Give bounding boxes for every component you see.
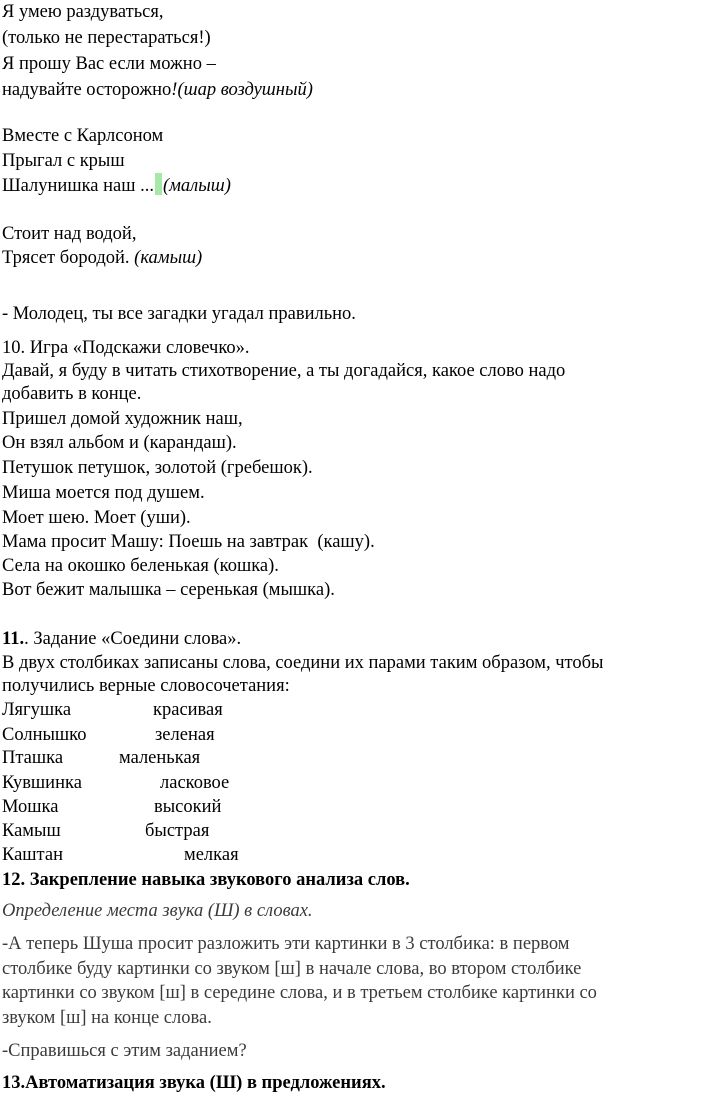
- poem-line: Миша моется под душем.: [2, 483, 205, 503]
- word-pair-row: [2, 746, 201, 770]
- section-heading: 12. Закрепление навыка звукового анализа слов.: [2, 870, 410, 890]
- word-pair-row: [2, 698, 223, 722]
- word-pair-row: [2, 819, 210, 843]
- word-left: Камыш: [2, 821, 61, 841]
- poem-line: Петушок петушок, золотой (гребешок).: [2, 458, 313, 478]
- word-left: Лягушка: [2, 700, 72, 720]
- paragraph-line: -А теперь Шуша просит разложить эти картинки в 3 столбика: в первом: [2, 934, 570, 954]
- word-pair-row: [2, 795, 222, 819]
- word-left: Каштан: [2, 845, 63, 865]
- riddle-line: Я прошу Вас если можно –: [2, 54, 216, 74]
- word-left: Мошка: [2, 797, 59, 817]
- task-title: . Задание «Соедини слова».: [24, 629, 242, 649]
- word-right: мелкая: [184, 845, 239, 865]
- task-number: 11.: [2, 629, 25, 649]
- word-pair-row: [2, 723, 215, 747]
- poem-line: Села на окошко беленькая (кошка).: [2, 556, 279, 576]
- text-highlight-marker: [155, 173, 162, 195]
- poem-line: Вот бежит малышка – серенькая (мышка).: [2, 580, 335, 600]
- poem-line: Моет шею. Моет (уши).: [2, 508, 191, 528]
- section-heading: 10. Игра «Подскажи словечко».: [2, 338, 250, 358]
- word-left: Солнышко: [2, 725, 87, 745]
- riddle-answer: !(шар воздушный): [171, 80, 313, 100]
- riddle-answer: (малыш): [162, 176, 231, 196]
- riddle-answer: (камыш): [134, 248, 203, 268]
- word-pair-row: [2, 843, 239, 867]
- riddle-line: Стоит над водой,: [2, 224, 137, 244]
- praise-line: - Молодец, ты все загадки угадал правильно.: [2, 304, 356, 324]
- riddle-line: [2, 246, 202, 270]
- word-right: зеленая: [155, 725, 215, 745]
- riddle-text: Шалунишка наш ...: [2, 176, 154, 196]
- riddle-line: [2, 173, 231, 198]
- riddle-line: Прыгал с крыш: [2, 151, 125, 171]
- paragraph-line: Давай, я буду в читать стихотворение, а ты догадайся, какое слово надо: [2, 361, 566, 381]
- word-pair-row: [2, 771, 230, 795]
- section-subtitle: Определение места звука (Ш) в словах.: [2, 901, 313, 921]
- riddle-text: Трясет бородой.: [2, 248, 135, 268]
- paragraph-line: картинки со звуком [ш] в середине слова, и в третьем столбике картинки со: [2, 983, 597, 1003]
- poem-line: Мама просит Машу: Поешь на завтрак (кашу).: [2, 532, 375, 552]
- word-right: высокий: [154, 797, 222, 817]
- paragraph-line: В двух столбиках записаны слова, соедини их парами таким образом, чтобы: [2, 653, 604, 673]
- riddle-line: Я умею раздуваться,: [2, 2, 164, 22]
- poem-line: Он взял альбом и (карандаш).: [2, 433, 237, 453]
- riddle-text: надувайте осторожно: [2, 80, 172, 100]
- paragraph-line: столбике буду картинки со звуком [ш] в начале слова, во втором столбике: [2, 959, 582, 979]
- word-right: ласковое: [160, 773, 230, 793]
- word-left: Кувшинка: [2, 773, 82, 793]
- question-line: -Справишься с этим заданием?: [2, 1041, 247, 1061]
- paragraph-line: добавить в конце.: [2, 384, 142, 404]
- riddle-line: Вместе с Карлсоном: [2, 126, 164, 146]
- paragraph-line: получились верные словосочетания:: [2, 676, 290, 696]
- section-heading: [2, 627, 241, 651]
- riddle-line: [2, 78, 313, 102]
- riddle-line: (только не перестараться!): [2, 28, 211, 48]
- paragraph-line: звуком [ш] на конце слова.: [2, 1008, 212, 1028]
- section-heading: 13.Автоматизация звука (Ш) в предложениях.: [2, 1073, 386, 1093]
- word-left: Пташка: [2, 748, 64, 768]
- poem-line: Пришел домой художник наш,: [2, 409, 243, 429]
- word-right: быстрая: [145, 821, 210, 841]
- word-right: красивая: [153, 700, 223, 720]
- word-right: маленькая: [119, 748, 201, 768]
